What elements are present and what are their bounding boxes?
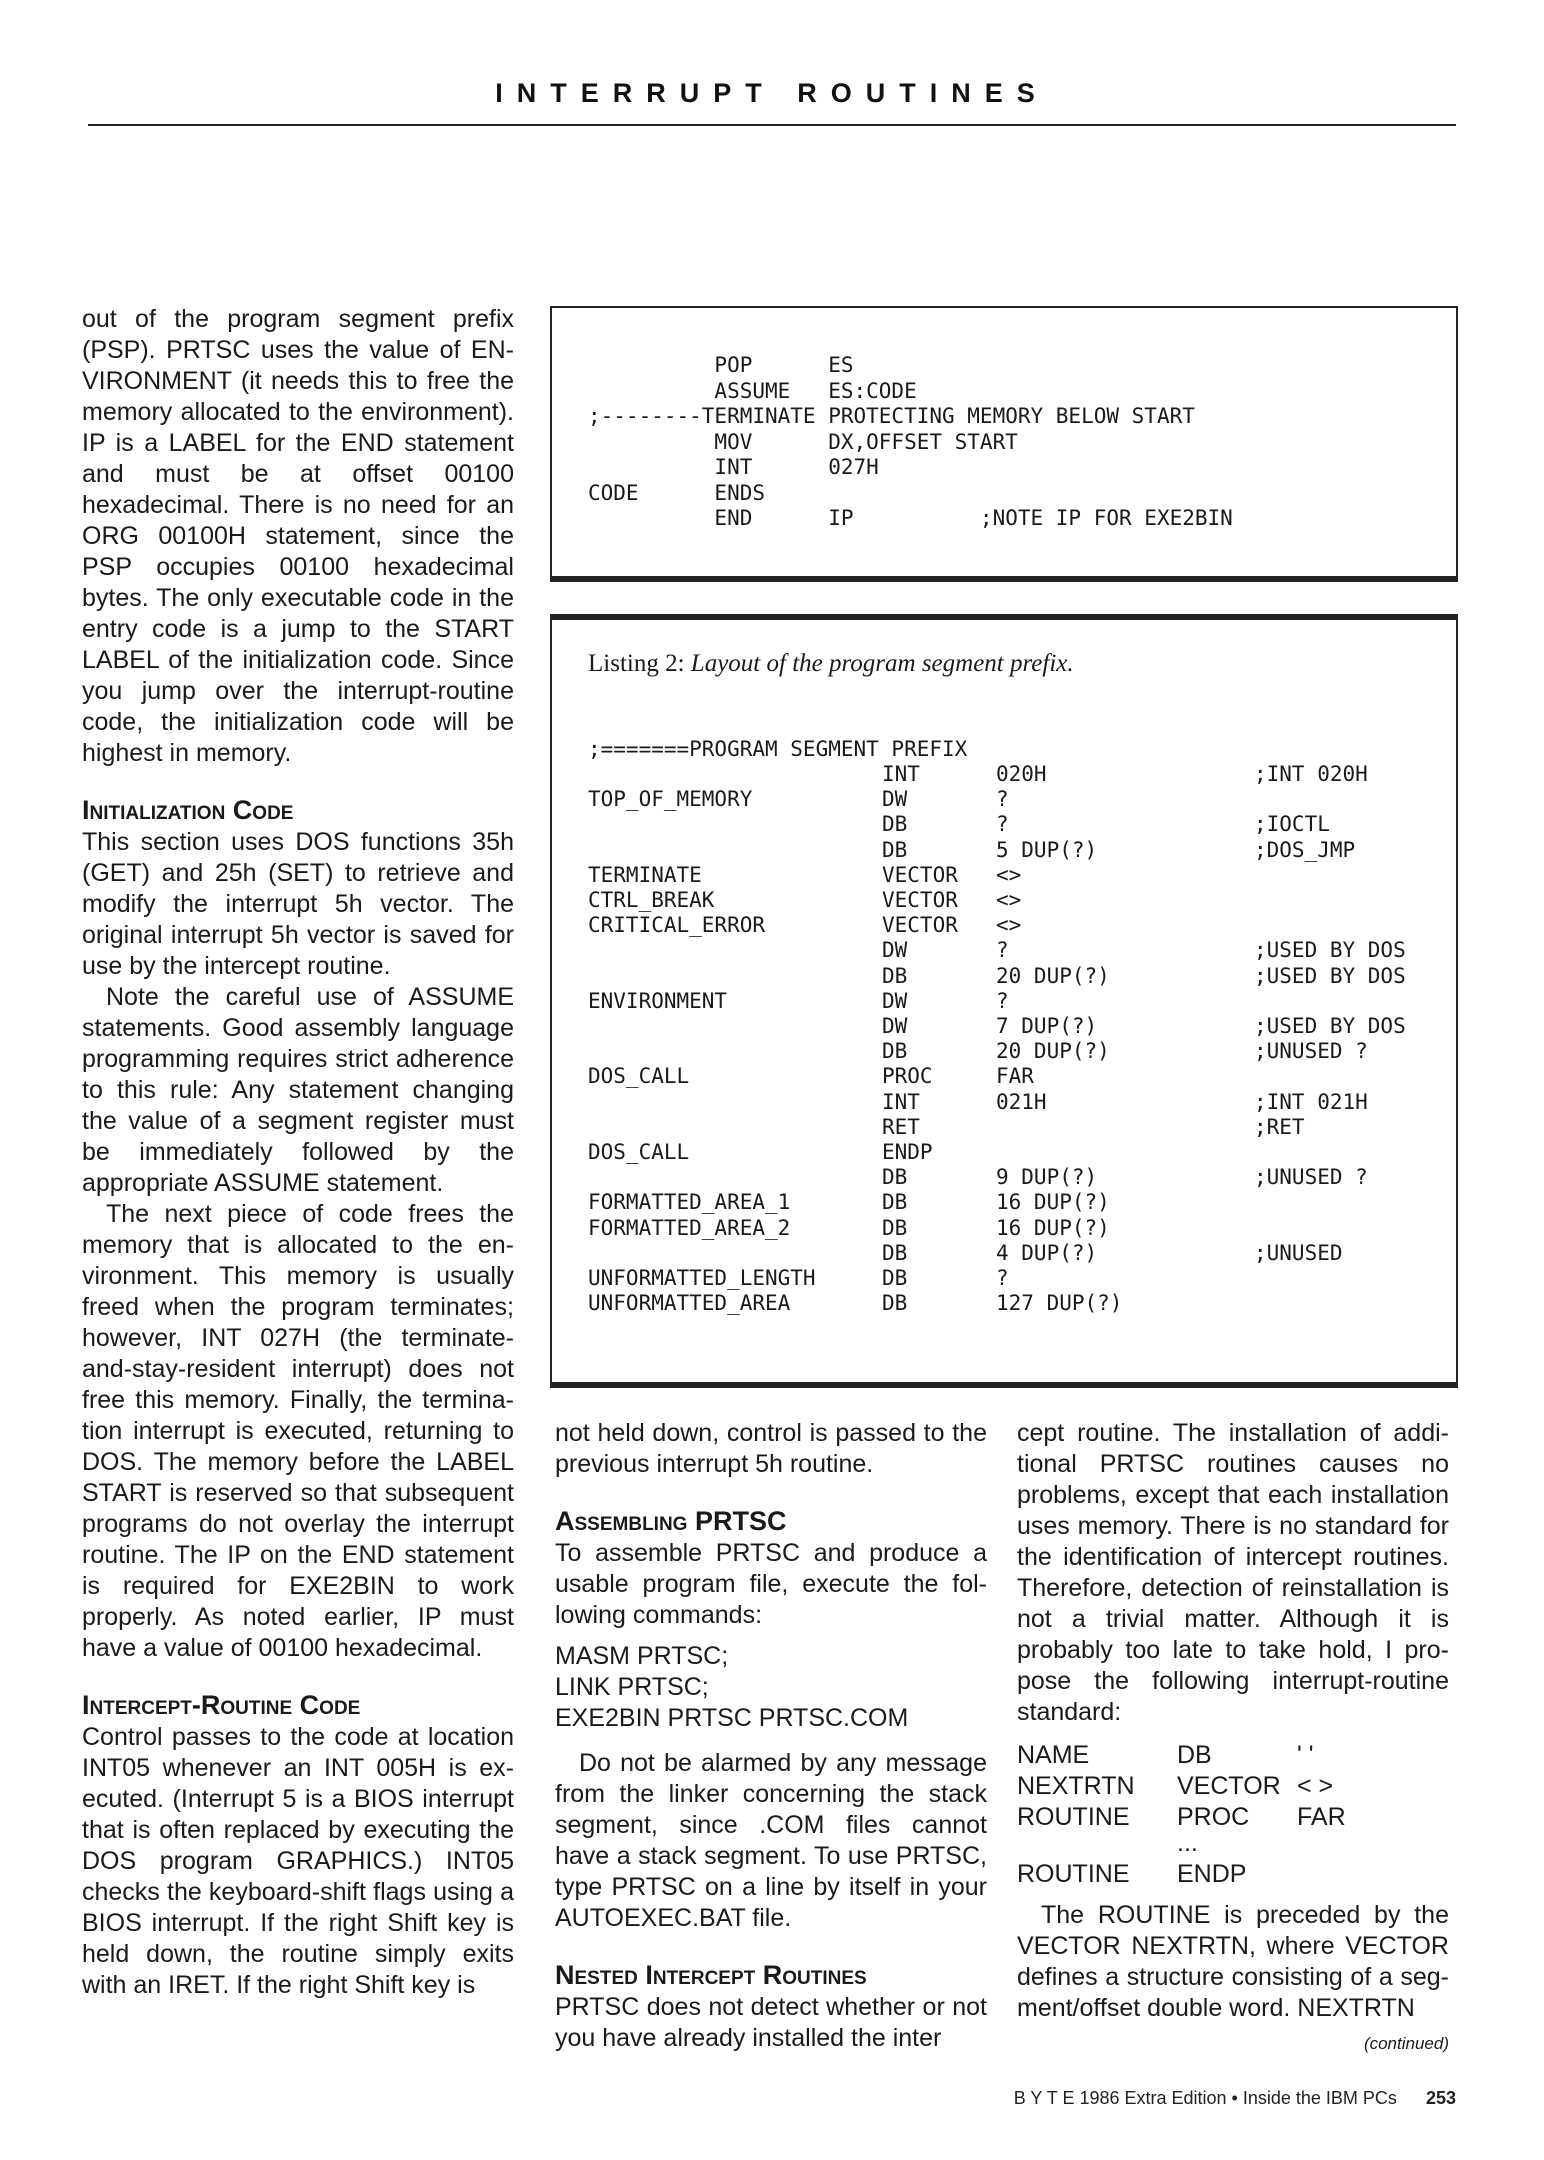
psp-operand: ? — [996, 988, 1009, 1013]
page-number: 253 — [1425, 2088, 1456, 2108]
paragraph: The next piece of code frees the memory that is allocated to the environment. This memory is usually freed when the program terminates; however, INT 027H (the terminate-and-stay-resident interrupt) does not free this memory. Finally, the termination interrupt is executed, returning to DOS. The memory before the LABEL START is reserved so that subsequent programs do not overlay the interrupt routine. The IP on the END statement is required for EXE2BIN to work properly. As noted earlier, IP must have a value of 00100 hexadecimal. — [82, 1200, 514, 1662]
continued-note: (continued) — [1363, 2034, 1449, 2053]
psp-directive: ENDP — [882, 1140, 933, 1164]
routine-standard — [1017, 1740, 1449, 1890]
psp-operand: 020H — [996, 762, 1047, 786]
header-rule — [88, 124, 1456, 126]
paragraph: not held down, control is passed to the previous interrupt 5h routine. — [555, 1419, 987, 1478]
running-header: INTERRUPT ROUTINES — [495, 78, 1049, 108]
listing-title: Layout of the program segment prefix. — [690, 650, 1074, 677]
psp-comment: ;INT 020H — [1254, 762, 1368, 786]
psp-label: DOS_CALL — [588, 1064, 690, 1089]
psp-directive: DB — [882, 1190, 908, 1215]
paragraph: Do not be alarmed by any message from the linker concerning the stack segment, since .COM files cannot have a stack segment. To use PRTSC, type PRTSC on a line by itself in your AUTOEXEC.BAT file. — [555, 1749, 987, 1932]
left-column — [82, 304, 514, 2001]
psp-operand: 7 DUP(?) — [996, 1014, 1098, 1038]
code-line: POP ES — [588, 353, 854, 377]
paragraph: out of the program segment prefix (PSP). PRTSC uses the value of ENVIRONMENT (it needs this to free the memory allocated to the environment). IP is a LABEL for the END statement and must be at offset 00100 hexadecimal. There is no need for an ORG 00100H statement, since the PSP occupies 00100 hexadecimal bytes. The only executable code in the entry code is a jump to the START LABEL of the initialization code. Since you jump over the interrupt-routine code, the initialization code will be highest in memory. — [82, 305, 514, 767]
standard-row: ROUTINE ENDP — [1017, 1860, 1247, 1888]
psp-label: CRITICAL_ERROR — [588, 913, 766, 938]
psp-directive: DW — [882, 1014, 908, 1038]
psp-operand: ? — [996, 938, 1009, 963]
psp-comment: ;INT 021H — [1254, 1089, 1368, 1114]
psp-comment: ;UNUSED ? — [1254, 1165, 1368, 1190]
psp-directive: VECTOR — [882, 913, 958, 938]
psp-operand: 021H — [996, 1089, 1047, 1114]
psp-comment: ;UNUSED ? — [1254, 1039, 1368, 1064]
psp-directive: DB — [882, 1266, 908, 1290]
psp-comment: ;UNUSED — [1254, 1240, 1343, 1265]
paragraph: This section uses DOS functions 35h (GET) and 25h (SET) to retrieve and modify the interrupt 5h vector. The original interrupt 5h vector is saved for use by the intercept routine. — [82, 828, 514, 980]
psp-operand: 16 DUP(?) — [996, 1190, 1110, 1215]
psp-operand: ? — [996, 1266, 1009, 1290]
psp-operand: FAR — [996, 1064, 1034, 1089]
code-line: CODE ENDS — [588, 480, 766, 505]
psp-operand: 4 DUP(?) — [996, 1240, 1098, 1265]
paragraph: Note the careful use of ASSUME statements. Good assembly language programming requires strict adherence to this rule: Any statement changing the value of a segment register must be immediately followed by the appropriate ASSUME statement. — [82, 983, 514, 1197]
psp-directive: DB — [882, 812, 908, 837]
psp-label: ENVIRONMENT — [588, 988, 728, 1013]
right-column — [1017, 1418, 1449, 2059]
paragraph: cept routine. The installation of additional PRTSC routines causes no problems, except that each installation uses memory. There is no standard for the identification of intercept routines. Therefore, detection of reinstallation is not a trivial matter. Although it is probably too late to take hold, I propose the following interrupt-routine standard: — [1017, 1419, 1449, 1726]
psp-operand: 20 DUP(?) — [996, 963, 1110, 988]
psp-operand: <> — [996, 888, 1022, 912]
code-line: ;--------TERMINATE PROTECTING MEMORY BELOW START — [588, 404, 1195, 428]
psp-directive: DW — [882, 938, 908, 963]
standard-row: NEXTRTN VECTOR < > — [1017, 1772, 1334, 1800]
paragraph: To assemble PRTSC and produce a usable program file, execute the following commands: — [555, 1539, 987, 1629]
command-line: EXE2BIN PRTSC PRTSC.COM — [555, 1704, 909, 1732]
psp-directive: DB — [882, 1165, 908, 1190]
psp-comment: ;USED BY DOS — [1254, 938, 1406, 963]
standard-row: ROUTINE PROC FAR — [1017, 1803, 1346, 1831]
psp-directive: DB — [882, 837, 908, 862]
psp-label: TERMINATE — [588, 862, 702, 887]
psp-directive: RET — [882, 1114, 920, 1139]
page-footer — [950, 2088, 1456, 2109]
code-line: INT 027H — [588, 455, 879, 479]
psp-directive: VECTOR — [882, 888, 958, 912]
command-line: LINK PRTSC; — [555, 1673, 709, 1701]
psp-label: DOS_CALL — [588, 1140, 690, 1164]
psp-directive: VECTOR — [882, 862, 958, 887]
section-heading: Intercept-Routine Code — [82, 1690, 361, 1720]
ellipsis: ... — [1177, 1829, 1198, 1857]
psp-operand: ? — [996, 812, 1009, 837]
psp-directive: DB — [882, 963, 908, 988]
psp-comment: ;IOCTL — [1254, 812, 1330, 837]
paragraph: The ROUTINE is preceded by the VECTOR NEXTRTN, where VECTOR defines a structure consisting of a segment/offset double word. NEXTRTN — [1017, 1901, 1449, 2022]
psp-operand: ? — [996, 787, 1009, 812]
psp-operand: <> — [996, 913, 1022, 938]
psp-comment: ;DOS_JMP — [1254, 837, 1356, 862]
psp-directive: DB — [882, 1215, 908, 1240]
section-heading: Assembling PRTSC — [555, 1506, 787, 1536]
psp-label: TOP_OF_MEMORY — [588, 787, 753, 812]
psp-directive: DB — [882, 1291, 908, 1316]
psp-comment: ;RET — [1254, 1114, 1305, 1139]
psp-comment: ;USED BY DOS — [1254, 963, 1406, 988]
psp-directive: DB — [882, 1240, 908, 1265]
listing-label: Listing 2: — [588, 650, 685, 677]
section-heading: Initialization Code — [82, 795, 294, 825]
section-heading: Nested Intercept Routines — [555, 1960, 867, 1990]
listing-header-line: ;=======PROGRAM SEGMENT PREFIX — [588, 737, 968, 761]
psp-operand: 9 DUP(?) — [996, 1165, 1098, 1190]
code-line: MOV DX,OFFSET START — [588, 429, 1018, 454]
paragraph: PRTSC does not detect whether or not you have already installed the inter — [555, 1993, 987, 2052]
paragraph: Control passes to the code at location INT05 whenever an INT 005H is executed. (Interrupt 5 is a BIOS interrupt that is often replaced by executing the DOS program GRAPHICS.) INT05 checks the keyboard-shift flags using a BIOS interrupt. If the right Shift key is held down, the routine simply exits with an IRET. If the right Shift key is — [82, 1723, 514, 1999]
psp-directive: DW — [882, 787, 908, 812]
psp-label: UNFORMATTED_LENGTH — [588, 1266, 816, 1290]
psp-label: FORMATTED_AREA_1 — [588, 1190, 791, 1215]
psp-label: CTRL_BREAK — [588, 888, 715, 912]
middle-column — [555, 1418, 987, 2054]
psp-operand: 127 DUP(?) — [996, 1291, 1123, 1316]
listing-caption — [588, 650, 1074, 678]
psp-label: UNFORMATTED_AREA — [588, 1291, 791, 1316]
psp-directive: INT — [882, 762, 920, 786]
command-line: MASM PRTSC; — [555, 1642, 729, 1670]
standard-row: NAME DB ' ' — [1017, 1741, 1314, 1769]
command-list — [555, 1641, 987, 1734]
code-line: ASSUME ES:CODE — [588, 378, 917, 403]
psp-directive: INT — [882, 1089, 920, 1114]
psp-label: FORMATTED_AREA_2 — [588, 1215, 791, 1240]
psp-operand: 5 DUP(?) — [996, 837, 1098, 862]
psp-directive: DB — [882, 1039, 908, 1064]
psp-directive: DW — [882, 988, 908, 1013]
psp-operand: <> — [996, 862, 1022, 887]
psp-operand: 20 DUP(?) — [996, 1039, 1110, 1064]
listing-2-box — [550, 614, 1458, 1388]
code-listing-box — [550, 306, 1458, 582]
psp-directive: PROC — [882, 1064, 933, 1089]
psp-operand: 16 DUP(?) — [996, 1215, 1110, 1240]
footer-text: B Y T E 1986 Extra Edition • Inside the IBM PCs — [1013, 2088, 1397, 2108]
code-line: END IP ;NOTE IP FOR EXE2BIN — [588, 506, 1233, 530]
psp-comment: ;USED BY DOS — [1254, 1014, 1406, 1038]
